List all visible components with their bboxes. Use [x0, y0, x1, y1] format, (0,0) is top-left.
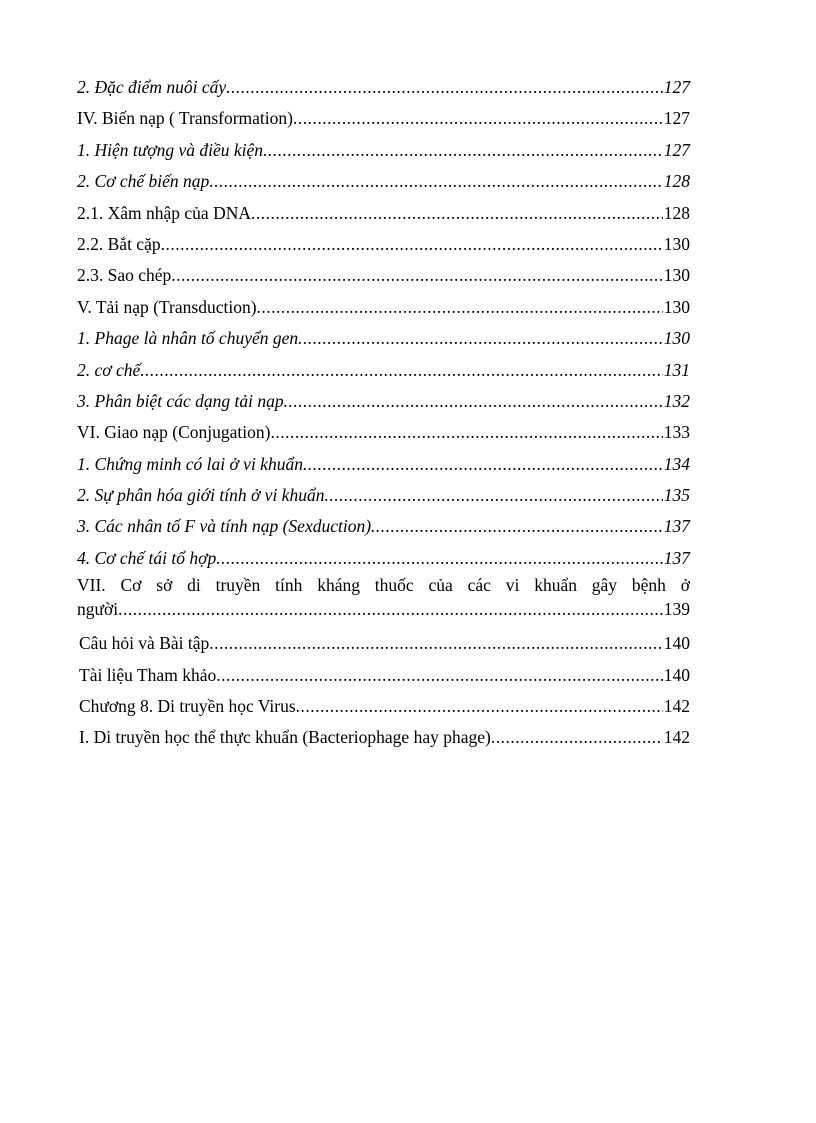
toc-leader-dots — [209, 628, 662, 659]
toc-leader-dots — [226, 72, 663, 103]
toc-leader-dots — [216, 543, 663, 574]
toc-entry[interactable] — [77, 229, 690, 260]
toc-entry-title: VI. Giao nạp (Conjugation) — [77, 422, 271, 443]
toc-entry-page: 130 — [663, 296, 690, 317]
toc-leader-dots — [118, 597, 663, 622]
toc-entry[interactable] — [77, 355, 690, 386]
toc-leader-dots — [371, 511, 663, 542]
toc-entry-title: 3. Các nhân tố F và tính nạp (Sexduction) — [77, 516, 372, 537]
toc-leader-dots — [140, 355, 662, 386]
toc-entry[interactable] — [77, 166, 690, 197]
toc-entry-page: 135 — [663, 485, 690, 506]
toc-entry[interactable] — [77, 543, 690, 574]
toc-entry[interactable] — [77, 292, 690, 323]
toc-entry-title: I. Di truyền học thể thực khuẩn (Bacteriophage hay phage) — [79, 727, 491, 748]
toc-entry-title: 2.1. Xâm nhập của DNA — [77, 202, 251, 223]
toc-entry-page: 127 — [663, 108, 690, 129]
toc-entry-title: 1. Chứng minh có lai ở vi khuẩn — [77, 453, 303, 474]
toc-entry-title: 2. Đặc điểm nuôi cấy — [77, 77, 227, 97]
toc-entry[interactable] — [77, 449, 690, 480]
toc-entry-title: 4. Cơ chế tái tổ hợp — [77, 547, 217, 568]
toc-entry[interactable] — [77, 386, 690, 417]
toc-entry-page: 132 — [663, 390, 690, 411]
toc-entry-page: 128 — [663, 171, 690, 192]
toc-entry-title: 2.2. Bắt cặp — [77, 233, 161, 254]
toc-entry-page: 130 — [663, 328, 690, 349]
toc-entry-title-line2: người — [77, 599, 119, 620]
toc-entry-title: 2. Sự phân hóa giới tính ở vi khuẩn — [77, 485, 325, 506]
toc-leader-dots — [324, 480, 662, 511]
toc-leader-dots — [216, 660, 663, 691]
toc-leader-dots — [298, 323, 663, 354]
toc-entry-title: Tài liệu Tham khảo — [79, 664, 217, 685]
toc-leader-dots — [251, 198, 663, 229]
toc-leader-dots — [209, 166, 662, 197]
toc-entry[interactable] — [77, 628, 690, 659]
toc-entry-page: 127 — [663, 77, 690, 97]
toc-entry-title: Câu hỏi và Bài tập — [79, 633, 210, 654]
toc-leader-dots — [257, 292, 663, 323]
toc-entry-page: 142 — [663, 696, 690, 717]
toc-entry-title: 3. Phân biệt các dạng tải nạp — [77, 390, 284, 411]
toc-entry-title: V. Tải nạp (Transduction) — [77, 296, 257, 317]
toc-entry-page: 139 — [663, 599, 690, 620]
table-of-contents — [77, 72, 690, 754]
toc-entry[interactable] — [77, 260, 690, 291]
toc-entry[interactable] — [77, 103, 690, 134]
toc-leader-dots — [303, 449, 663, 480]
toc-entry[interactable] — [77, 511, 690, 542]
toc-leader-dots — [491, 722, 663, 753]
toc-leader-dots — [284, 386, 663, 417]
toc-entry-title: 2.3. Sao chép — [77, 265, 172, 286]
toc-entry-page: 128 — [663, 202, 690, 223]
toc-entry-page: 140 — [663, 633, 690, 654]
toc-entry[interactable] — [77, 323, 690, 354]
toc-entry-page: 137 — [663, 516, 690, 537]
toc-entry[interactable] — [77, 72, 690, 103]
toc-entry[interactable] — [77, 691, 690, 722]
toc-entry-title: IV. Biến nạp ( Transformation) — [77, 108, 293, 129]
toc-entry[interactable] — [77, 417, 690, 448]
toc-entry-page: 137 — [663, 547, 690, 568]
toc-entry-page: 130 — [663, 265, 690, 286]
toc-entry-page: 134 — [663, 453, 690, 474]
toc-leader-dots — [161, 229, 663, 260]
toc-leader-dots — [263, 135, 663, 166]
toc-entry-title: Chương 8. Di truyền học Virus — [79, 696, 296, 717]
toc-entry[interactable] — [77, 135, 690, 166]
toc-entry-title: 2. cơ chế — [77, 359, 141, 380]
toc-entry-page: 140 — [663, 664, 690, 685]
toc-entry[interactable] — [77, 480, 690, 511]
toc-entry-page: 133 — [663, 422, 690, 443]
toc-entry[interactable] — [77, 660, 690, 691]
toc-entry-page: 130 — [663, 233, 690, 254]
toc-entry-title-line1: VII. Cơ sở di truyền tính kháng thuốc của các vi khuẩn gây bệnh ở — [77, 575, 690, 596]
toc-entry-page: 131 — [663, 359, 690, 380]
toc-entry-wrapped[interactable] — [77, 574, 690, 628]
toc-entry-page: 127 — [663, 139, 690, 160]
toc-leader-dots — [296, 691, 663, 722]
toc-leader-dots — [171, 260, 662, 291]
toc-leader-dots — [293, 103, 663, 134]
toc-entry[interactable] — [77, 198, 690, 229]
toc-entry-title: 2. Cơ chế biến nạp — [77, 171, 210, 192]
toc-leader-dots — [270, 417, 662, 448]
toc-entry-title: 1. Hiện tượng và điều kiện — [77, 139, 264, 160]
toc-entry[interactable] — [77, 722, 690, 753]
toc-entry-title: 1. Phage là nhân tố chuyển gen — [77, 328, 299, 349]
toc-entry-page: 142 — [663, 727, 690, 748]
